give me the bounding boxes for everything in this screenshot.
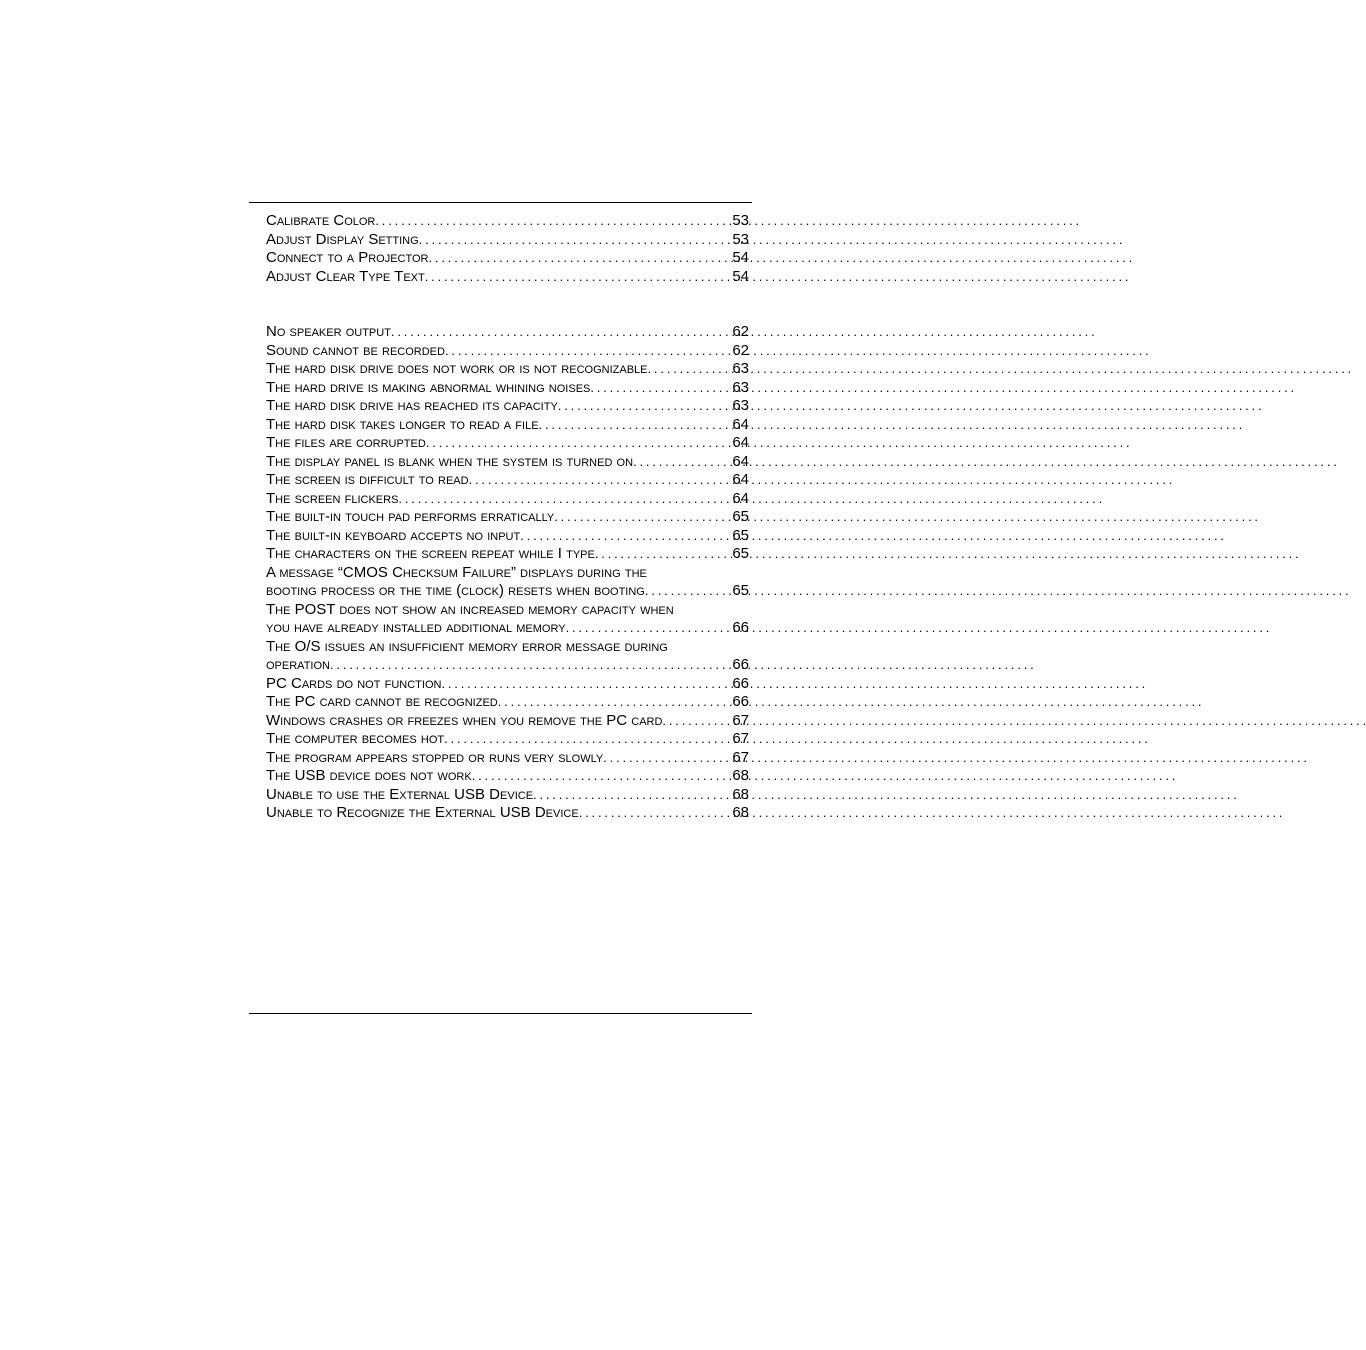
dot-leader xyxy=(554,508,730,527)
toc-entry[interactable] xyxy=(266,249,749,268)
toc-entry-title: you have already installed additional memory xyxy=(266,619,566,636)
toc-entry-title: No speaker output xyxy=(266,323,391,340)
toc-entry-title: operation xyxy=(266,656,330,673)
toc-entry-page: 68 xyxy=(732,785,749,803)
toc-entry[interactable] xyxy=(266,212,749,231)
toc-entry-title: The hard disk takes longer to read a file xyxy=(266,415,539,433)
toc-entry-title: Unable to use the External USB Device xyxy=(266,785,534,803)
toc-entry-title: The computer becomes hot xyxy=(266,730,445,747)
dot-leader xyxy=(520,527,730,546)
toc-entry-page: 66 xyxy=(732,656,749,673)
toc-entry[interactable] xyxy=(266,490,749,509)
toc-entry[interactable] xyxy=(266,675,749,694)
toc-entry-title: Adjust Clear Type Text xyxy=(266,267,425,285)
dot-leader xyxy=(441,675,730,694)
toc-entry[interactable] xyxy=(266,342,749,361)
toc-entry-title-line1: The POST does not show an increased memory capacity when xyxy=(266,600,674,618)
toc-entry[interactable] xyxy=(266,693,749,712)
dot-leader xyxy=(539,416,731,435)
toc-entry-page: 64 xyxy=(732,471,749,488)
toc-entry-page: 63 xyxy=(732,378,749,396)
toc-entry[interactable] xyxy=(266,564,749,601)
toc-entry-page: 53 xyxy=(732,230,749,248)
toc-entry[interactable] xyxy=(266,527,749,546)
toc-entry-title: The files are corrupted xyxy=(266,434,426,451)
toc-entry-title: PC Cards do not function xyxy=(266,674,442,692)
dot-leader xyxy=(444,730,730,749)
toc-entry-page: 68 xyxy=(732,767,749,784)
toc-entry[interactable] xyxy=(266,323,749,342)
toc-entry-title: The screen is difficult to read xyxy=(266,471,469,488)
toc-entry-title: booting process or the time (clock) resets when booting xyxy=(266,582,645,599)
toc-section-troubleshooting xyxy=(266,323,749,823)
toc-entry[interactable] xyxy=(266,471,749,490)
dot-leader xyxy=(566,619,731,638)
toc-entry-title: Windows crashes or freezes when you remove the PC card xyxy=(266,711,663,729)
toc-entry-page: 65 xyxy=(732,526,749,544)
toc-entry-page: 64 xyxy=(732,489,749,507)
toc-entry[interactable] xyxy=(266,508,749,527)
toc-entry-page: 65 xyxy=(732,545,749,562)
dot-leader xyxy=(425,268,731,287)
toc-entry-title: Connect to a Projector xyxy=(266,249,429,266)
toc-entry-title: Calibrate Color xyxy=(266,212,376,229)
toc-entry-page: 63 xyxy=(732,397,749,414)
toc-entry-title: The PC card cannot be recognized xyxy=(266,693,498,710)
toc-entry-page: 65 xyxy=(732,582,749,599)
dot-leader xyxy=(645,582,730,601)
toc-entry[interactable] xyxy=(266,638,749,675)
footer-rule xyxy=(249,1013,752,1014)
toc-entry[interactable] xyxy=(266,231,749,250)
toc-entry-page: 63 xyxy=(732,360,749,377)
header-rule xyxy=(249,202,752,203)
dot-leader xyxy=(603,749,730,768)
dot-leader xyxy=(595,545,730,564)
dot-leader xyxy=(590,379,730,398)
toc-entry[interactable] xyxy=(266,767,749,786)
toc-entry-title: Unable to Recognize the External USB Device xyxy=(266,804,579,821)
dot-leader xyxy=(398,490,730,509)
dot-leader xyxy=(498,693,731,712)
toc-entry[interactable] xyxy=(266,545,749,564)
dot-leader xyxy=(429,249,731,268)
toc-entry[interactable] xyxy=(266,786,749,805)
toc-entry-title: The hard disk drive has reached its capacity xyxy=(266,397,558,414)
toc-entry-page: 66 xyxy=(732,674,749,692)
toc-entry[interactable] xyxy=(266,730,749,749)
toc-entry-title: Adjust Display Setting xyxy=(266,230,419,248)
toc-entry[interactable] xyxy=(266,712,749,731)
dot-leader xyxy=(472,767,731,786)
dot-leader xyxy=(662,712,730,731)
dot-leader xyxy=(533,786,730,805)
toc-entry-title-line1: The O/S issues an insufficient memory error message during xyxy=(266,637,668,655)
dot-leader xyxy=(648,360,731,379)
toc-entry-title: The hard disk drive does not work or is not recognizable xyxy=(266,360,648,377)
toc-entry-title-line1: A message “CMOS Checksum Failure” displays during the xyxy=(266,563,647,581)
dot-leader xyxy=(579,804,731,823)
toc-entry-page: 68 xyxy=(732,804,749,821)
toc-entry[interactable] xyxy=(266,416,749,435)
toc-entry-page: 64 xyxy=(732,452,749,470)
dot-leader xyxy=(391,323,730,342)
toc-entry[interactable] xyxy=(266,601,749,638)
toc-entry-title: The screen flickers xyxy=(266,489,399,507)
dot-leader xyxy=(558,397,731,416)
toc-entry[interactable] xyxy=(266,749,749,768)
toc-entry-title: The display panel is blank when the system is turned on xyxy=(266,452,634,470)
toc-entry[interactable] xyxy=(266,804,749,823)
toc-entry[interactable] xyxy=(266,268,749,287)
toc-entry-page: 64 xyxy=(732,415,749,433)
toc-entry-page: 54 xyxy=(732,249,749,266)
toc-entry-title: The hard drive is making abnormal whining noises xyxy=(266,378,591,396)
toc-entry-title: The built-in touch pad performs erratically xyxy=(266,508,555,525)
toc-entry-title: The characters on the screen repeat while I type xyxy=(266,545,595,562)
toc-entry[interactable] xyxy=(266,379,749,398)
toc-entry[interactable] xyxy=(266,453,749,472)
toc-entry-page: 64 xyxy=(732,434,749,451)
dot-leader xyxy=(426,434,731,453)
toc-entry-page: 67 xyxy=(732,748,749,766)
toc-entry-title: The built-in keyboard accepts no input xyxy=(266,526,521,544)
toc-entry-page: 65 xyxy=(732,508,749,525)
dot-leader xyxy=(633,453,730,472)
toc-section-display xyxy=(266,212,749,286)
toc-entry[interactable] xyxy=(266,360,749,379)
dot-leader xyxy=(375,212,730,231)
toc-entry-page: 66 xyxy=(732,619,749,636)
toc-entry-page: 67 xyxy=(732,730,749,747)
toc-entry[interactable] xyxy=(266,397,749,416)
toc-entry[interactable] xyxy=(266,434,749,453)
toc-entry-title: The USB device does not work xyxy=(266,767,472,784)
toc-entry-page: 66 xyxy=(732,693,749,710)
dot-leader xyxy=(445,342,730,361)
dot-leader xyxy=(469,471,731,490)
toc-entry-page: 62 xyxy=(732,323,749,340)
toc-entry-page: 53 xyxy=(732,212,749,229)
dot-leader xyxy=(330,656,730,675)
toc-entry-title: The program appears stopped or runs very slowly xyxy=(266,748,604,766)
dot-leader xyxy=(419,231,731,250)
toc-entry-page: 67 xyxy=(732,711,749,729)
toc-entry-page: 54 xyxy=(732,267,749,285)
toc-entry-page: 62 xyxy=(732,341,749,359)
toc-entry-title: Sound cannot be recorded xyxy=(266,341,445,359)
